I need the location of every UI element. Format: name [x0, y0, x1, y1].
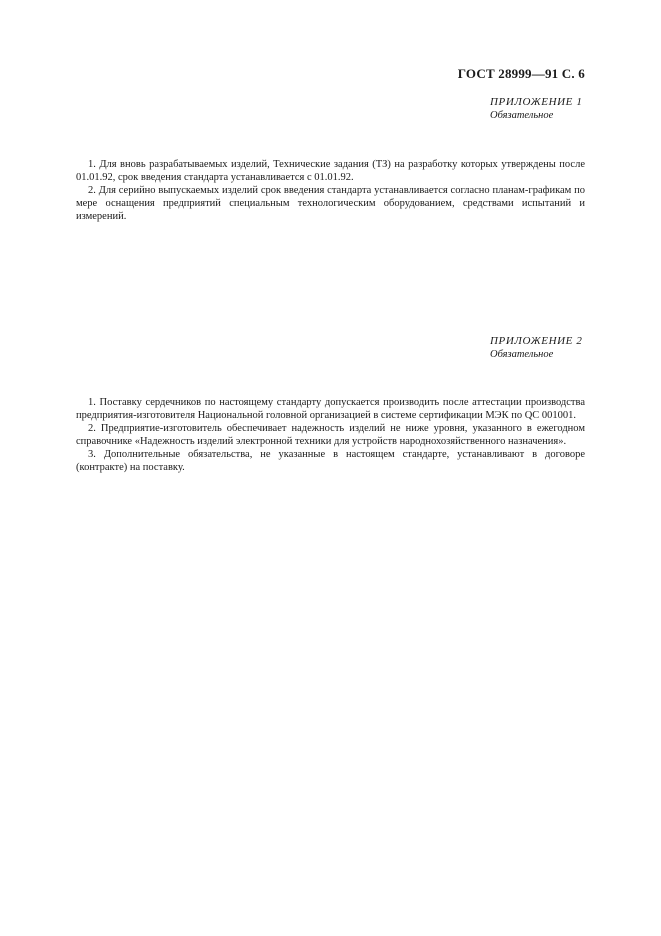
appendix-1-body [76, 158, 585, 223]
appendix-1-paragraph-1: 1. Для вновь разрабатываемых изделий, Технические задания (ТЗ) на разработку которых утверждены после 01.01.92, срок введения стандарта устанавливается с 01.01.92. [76, 159, 585, 183]
appendix-2-body [76, 396, 585, 474]
appendix-2-status: Обязательное [490, 349, 554, 360]
appendix-1-heading [490, 96, 582, 122]
appendix-2-title: ПРИЛОЖЕНИЕ 2 [490, 335, 583, 347]
appendix-2-paragraph-2: 2. Предприятие-изготовитель обеспечивает надежность изделий не ниже уровня, указанного в ежегодном справочнике «Надежность изделий электронной техники для устройств народнохозяйственного назначения». [76, 423, 585, 447]
appendix-1-paragraph-2: 2. Для серийно выпускаемых изделий срок введения стандарта устанавливается согласно планам-графикам по мере оснащения предприятий специальным технологическим оборудованием, средствами испытаний и измерений. [76, 185, 585, 222]
appendix-1-status: Обязательное [490, 110, 554, 121]
appendix-2-heading [490, 335, 582, 361]
page-header: ГОСТ 28999—91 С. 6 [457, 66, 585, 81]
appendix-1-title: ПРИЛОЖЕНИЕ 1 [490, 96, 583, 108]
appendix-2-paragraph-3: 3. Дополнительные обязательства, не указанные в настоящем стандарте, устанавливают в договоре (контракте) на поставку. [76, 449, 585, 473]
appendix-2-paragraph-1: 1. Поставку сердечников по настоящему стандарту допускается производить после аттестации производства предприятия-изготовителя Национальной головной организацией в системе сертификации МЭК по QC 001001. [76, 397, 585, 421]
